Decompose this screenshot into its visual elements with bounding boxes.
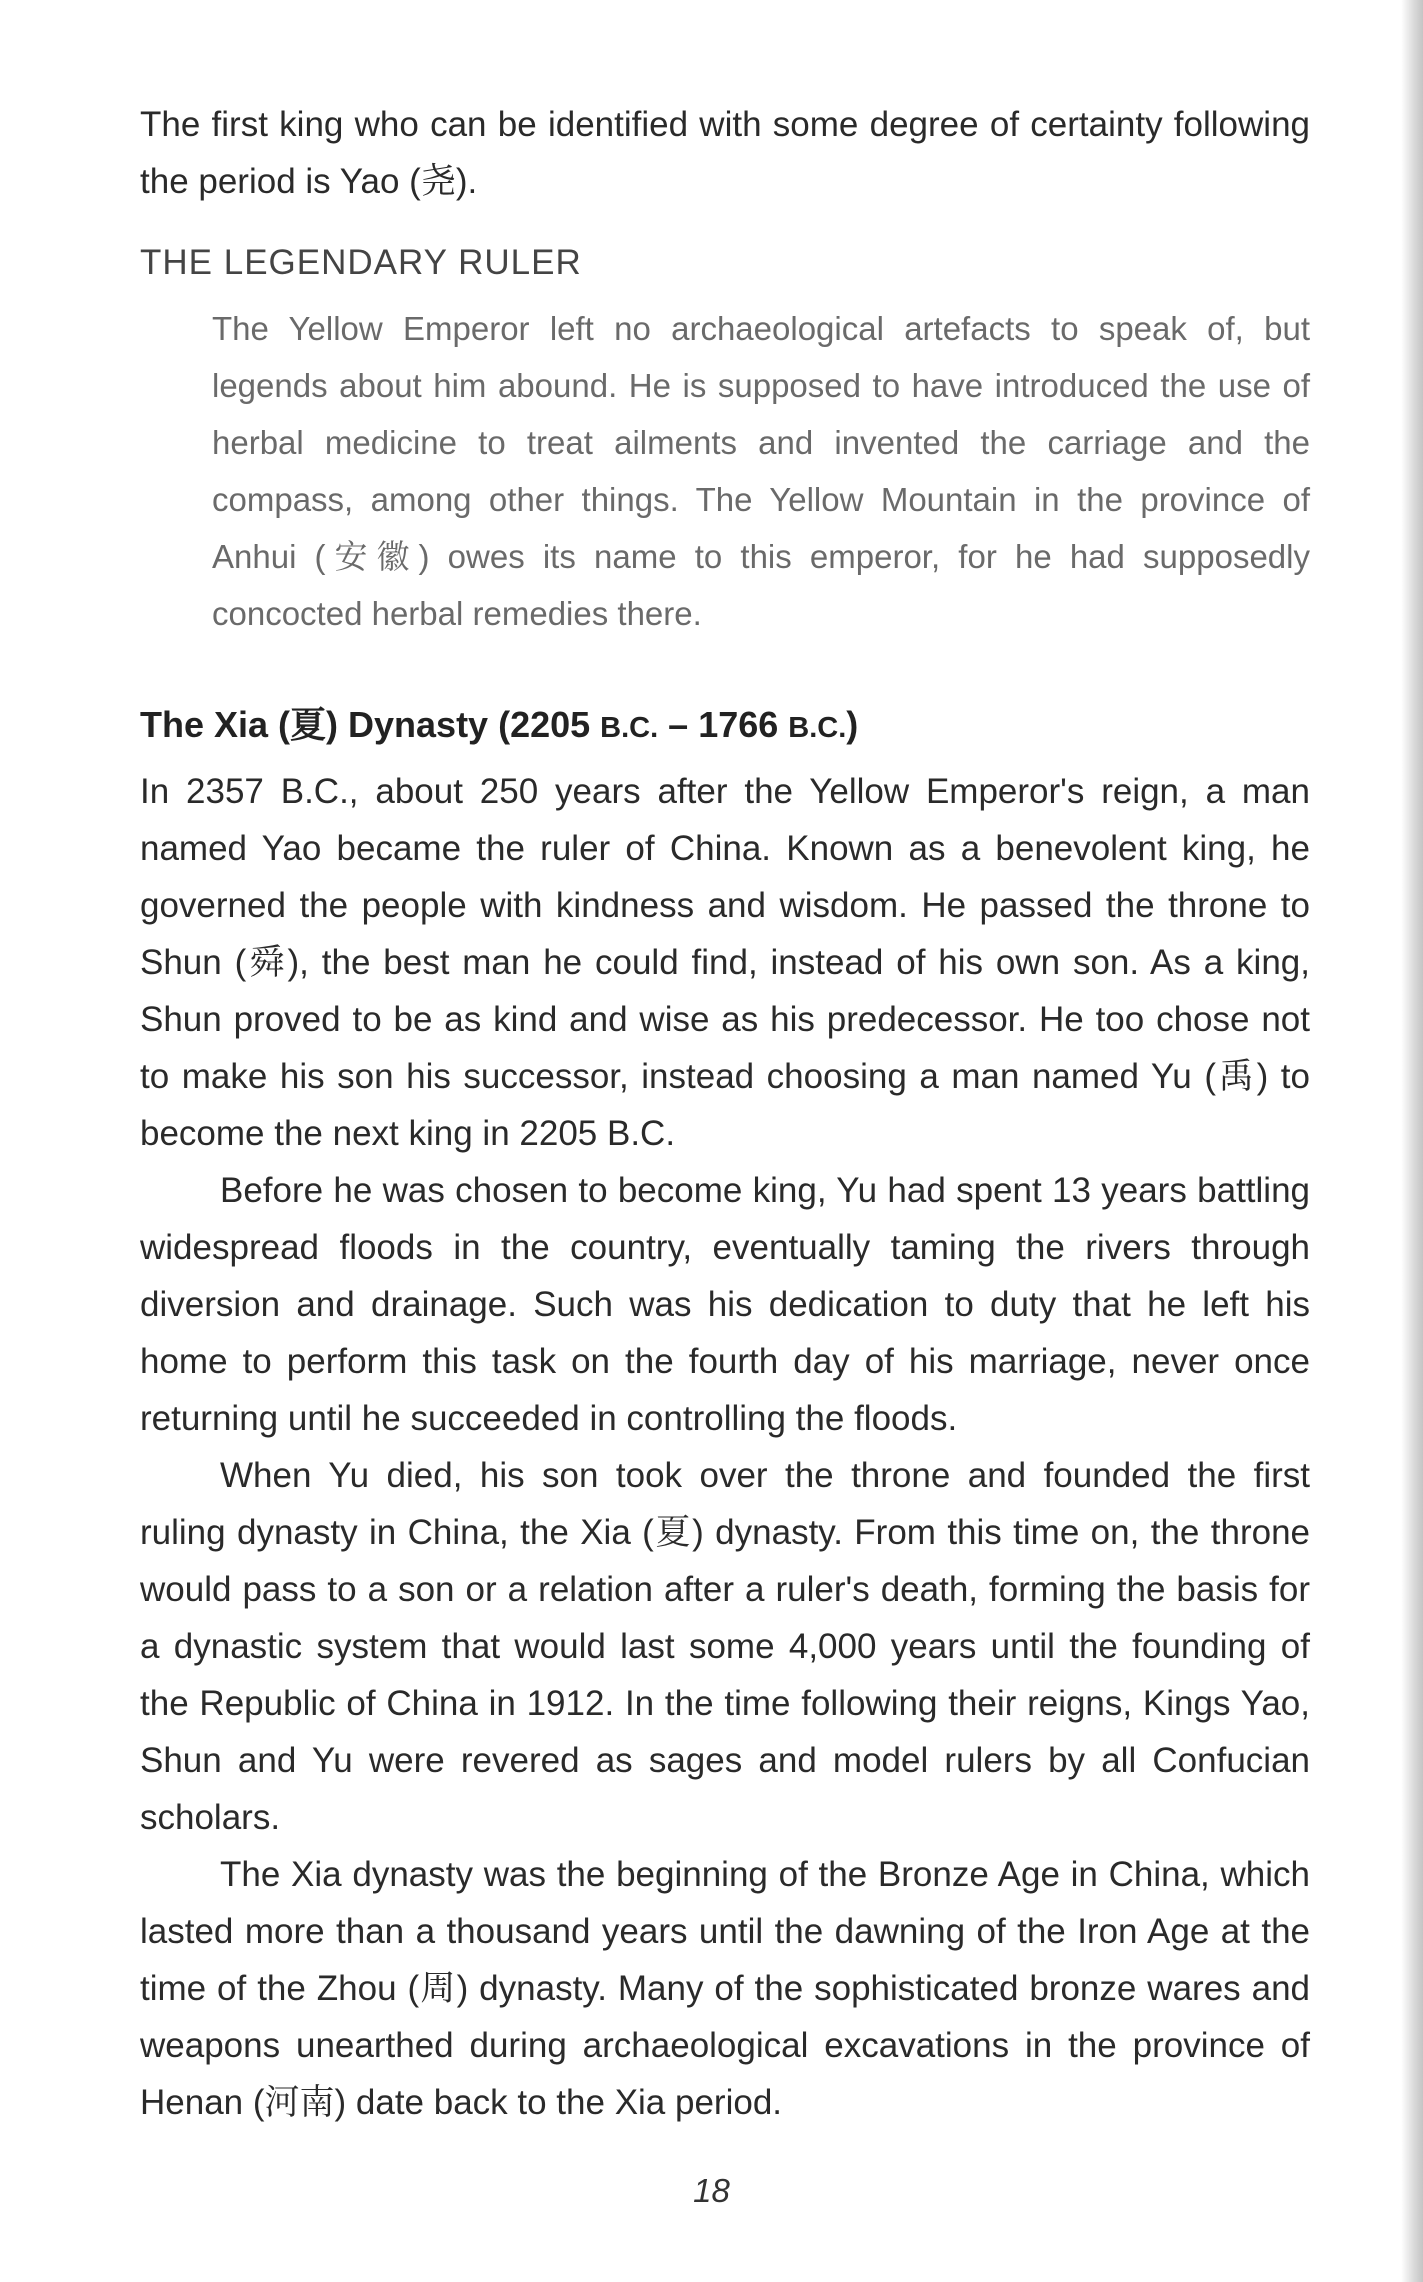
page-number: 18 (693, 2172, 730, 2209)
box-title: THE LEGENDARY RULER (140, 243, 582, 282)
section-heading (140, 700, 1310, 753)
box-body-text: The Yellow Emperor left no archaeological artefacts to speak of, but legends about him abound. He is supposed to have introduced the use of herbal medicine to treat ailments and invented the carriage and the compass, among other things. The Yellow Mountain in the province of Anhui (安徽) owes its name to this emperor, for he had supposedly concocted herbal remedies there. (212, 310, 1310, 632)
body-paragraph-1: In 2357 B.C., about 250 years after the Yellow Emperor's reign, a man named Yao became the ruler of China. Known as a benevolent king, he governed the people with kindness and wisdom. He passed the throne to Shun (舜), the best man he could find, instead of his own son. As a king, Shun proved to be as kind and wise as his predecessor. He too chose not to make his son his successor, instead choosing a man named Yu (禹) to become the next king in 2205 B.C. (140, 772, 1310, 1153)
body-paragraph-4: The Xia dynasty was the beginning of the Bronze Age in China, which lasted more than a thousand years until the dawning of the Iron Age at the time of the Zhou (周) dynasty. Many of the sophisticated bronze wares and weapons unearthed during archaeological excavations in the province of Henan (河南) date back to the Xia period. (140, 1855, 1310, 2122)
heading-bc-2: B.C. (788, 712, 847, 744)
intro-paragraph: The first king who can be identified with some degree of certainty following the period is Yao (尧). (140, 105, 1310, 201)
heading-part-mid: – 1766 (658, 704, 789, 745)
sidebar-box (140, 238, 1310, 642)
heading-part-end: ) (846, 704, 859, 745)
heading-part-main: The Xia (夏) Dynasty (2205 (140, 704, 601, 745)
page-content (140, 96, 1310, 2131)
heading-bc-1: B.C. (600, 712, 659, 744)
page-edge-shadow (1401, 0, 1423, 2282)
body-paragraph-2: Before he was chosen to become king, Yu had spent 13 years battling widespread floods in the country, eventually taming the rivers through diversion and drainage. Such was his dedication to duty that he left his home to perform this task on the fourth day of his marriage, never once returning until he succeeded in controlling the floods. (140, 1171, 1310, 1438)
body-paragraph-3: When Yu died, his son took over the throne and founded the first ruling dynasty in China, the Xia (夏) dynasty. From this time on, the throne would pass to a son or a relation after a ruler's death, forming the basis for a dynastic system that would last some 4,000 years until the founding of the Republic of China in 1912. In the time following their reigns, Kings Yao, Shun and Yu were revered as sages and model rulers by all Confucian scholars. (140, 1456, 1310, 1837)
